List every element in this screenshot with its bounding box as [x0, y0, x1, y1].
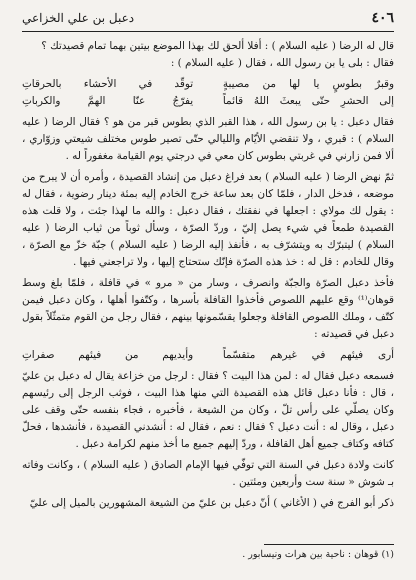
verse-hemistich: وقبرٌ بطوسٍ يا لها من مصيبةٍ	[222, 78, 394, 90]
footnote-rule	[264, 544, 394, 545]
verse-hemistich: يفرّجُ عنّا الهمَّ والكرباتِ	[22, 95, 194, 107]
verse-hemistich: إلى الحشرِ حتّى يبعثَ اللهُ قائماً	[222, 95, 394, 107]
footnote: (١) قوهان : ناحية بين هرات ونيسابور .	[242, 549, 394, 560]
paragraph: ذكر أبو الفرج في ( الأغاني ) أنّ دعبل بن عليّ من الشيعة المشهورين بالميل إلى عليّ	[29, 497, 394, 509]
paragraph: فأخذ دعبل الصرّة والجبّة وانصرف ، وسار من « مرو » في قافلة ، فلمّا بلغ وسط قوهان⁽¹⁾ وقع عليهم اللصوص فأخذوا القافلة بأسرها ، وكتّفوا أهلها ، وكان دعبل فيمن كتّف ، وملك اللصوص القافلة وجعلوا يقسّمونها بينهم ، فقال رجل من القوم متمثّلاً بقول دعبل في قصيدته :	[22, 277, 394, 340]
verse-hemistich: وأيديهم من فيئهم صفراتِ	[22, 349, 194, 361]
paragraph: فقال دعبل : يا بن رسول الله ، هذا القبر الذي بطوس قبر من هو ؟ فقال الرضا ( عليه السلام ) : قبري ، ولا تنقضي الأيّام والليالي حتّى تصير طوس مختلف شيعتي وزوّاري ، ألا فمن زارني في غربتي بطوس كان معي في درجتي يوم القيامة مغفوراً له .	[22, 116, 394, 162]
page-header	[22, 8, 394, 30]
verse-hemistich: توقّد في الأحشاء بالحرقاتِ	[22, 78, 194, 90]
running-title: دعبل بن علي الخزاعي	[22, 11, 135, 25]
header-rule	[22, 31, 394, 32]
paragraph: كانت ولادة دعبل في السنة التي توفّي فيها الإمام الصادق ( عليه السلام ) ، وكانت وفاته بـ شوش « سنة ست وأربعين ومئتين .	[22, 459, 394, 488]
verse-line	[22, 93, 394, 110]
paragraph: ثمّ نهض الرضا ( عليه السلام ) بعد فراغ دعبل من إنشاد القصيدة ، وأمره أن لا يبرح من موضعه ، فدخل الدار ، فلمّا كان بعد ساعة خرج الخادم إليه بمئة دينار رضوية ، فقال له : يقول لك مولاي : اجعلها في نفقتك ، فقال دعبل : والله ما لهذا جئت ، ولا قلت هذه القصيدة طمعاً في شيء يصل إليّ ، وردّ الصرّة ، وسأل ثوباً من ثياب الرضا ( عليه السلام ) ليتبرّك به ويتشرّف به ، فأنفذ إليه الرضا ( عليه السلام ) جبّة خزّ مع الصرّة ، وقال للخادم : قل له : خذ هذه الصرّة فإنّك ستحتاج إليها ، ولا تراجعني فيها .	[22, 171, 394, 268]
text-line: فقال : بلى يا بن رسول الله ، فقال ( عليه السلام ) :	[170, 57, 394, 69]
verse-line	[22, 76, 394, 93]
page-number: ٤٠٦	[371, 10, 394, 26]
verse-hemistich: أرى فيئهم في غيرهم متقسّماً	[222, 349, 394, 361]
text-line: قال له الرضا ( عليه السلام ) : أفلا ألحق لك بهذا الموضع بيتين بهما تمام قصيدتك ؟	[41, 40, 394, 52]
paragraph: فسمعه دعبل فقال له : لمن هذا البيت ؟ فقال : لرجل من خزاعة يقال له دعبل بن عليّ ، قال : فأنا دعبل قائل هذه القصيدة التي منها هذا البيت ، فوثب الرجل إلى رئيسهم وكان يصلّي على رأس تلّ ، وكان من الشيعة ، فأخبره ، فجاء بنفسه حتّى وقف على دعبل ، وقال له : أنت دعبل ؟ فقال : نعم ، فقال له : أنشدني القصيدة ، فأنشدها ، فحلّ كتافه وكتاف جميع أهل القافلة ، وردّ إليهم جميع ما أخذ منهم لكرامة دعبل .	[22, 370, 394, 450]
verse-line	[22, 347, 394, 364]
page-body	[22, 38, 394, 512]
